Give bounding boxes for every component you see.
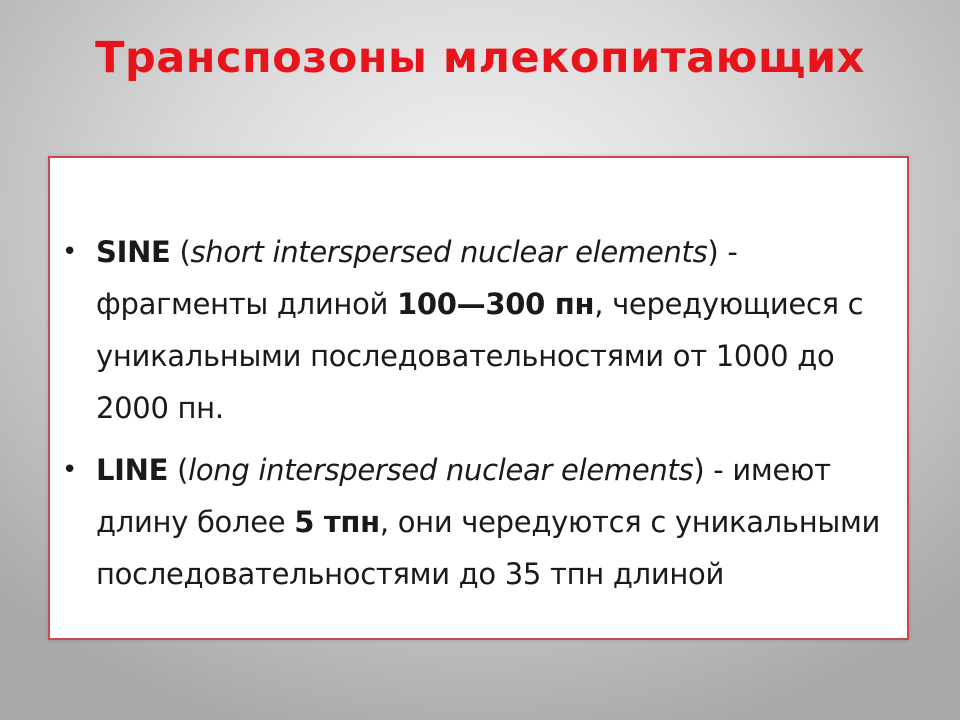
sine-open-paren: (	[170, 235, 191, 269]
line-close-paren: ) -	[693, 453, 724, 487]
line-term: LINE	[96, 453, 169, 487]
sine-close-paren: ) -	[707, 235, 738, 269]
sine-length-value: 100—300 пн	[397, 287, 595, 321]
line-open-paren: (	[168, 453, 189, 487]
line-length-value: 5 тпн	[294, 505, 380, 539]
bullet-item-line	[62, 444, 892, 600]
sine-expansion: short interspersed nuclear elements	[190, 235, 708, 269]
line-text-a: имеют длину более	[96, 453, 831, 539]
bullet-list	[62, 226, 892, 610]
sine-term: SINE	[96, 235, 171, 269]
line-expansion: long interspersed nuclear elements	[188, 453, 694, 487]
bullet-dot-icon: •	[62, 455, 78, 485]
slide-title: Транспозоны млекопитающих	[95, 33, 865, 83]
line-text-b: , они чередуются с уникальными последовательностями до 35 тпн длиной	[96, 505, 881, 591]
bullet-dot-icon: •	[62, 237, 78, 267]
content-box	[48, 156, 909, 640]
sine-text-b: , чередующиеся с уникальными последовательностями от 1000 до 2000 пн.	[96, 287, 864, 425]
bullet-item-sine	[62, 226, 892, 434]
sine-text-a: фрагменты длиной	[96, 287, 398, 321]
